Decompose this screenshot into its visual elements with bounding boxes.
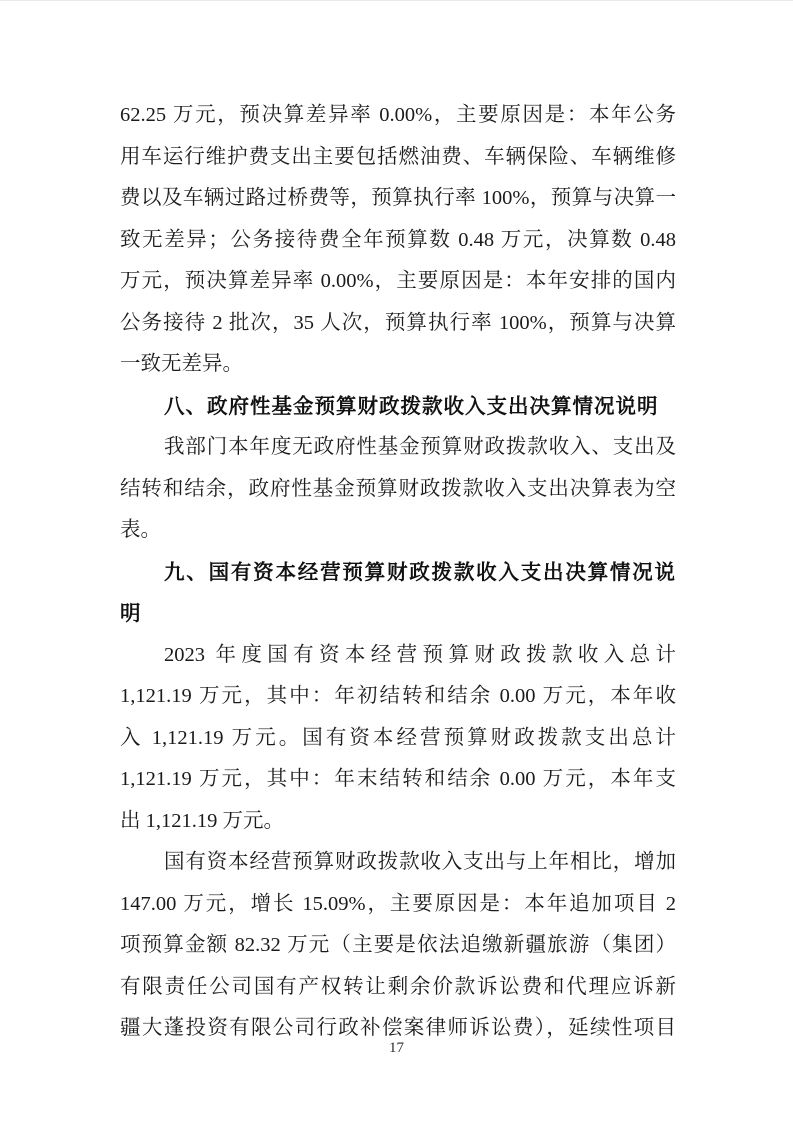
text-line: 有限责任公司国有产权转让剩余价款诉讼费和代理应诉新 bbox=[120, 975, 676, 998]
text-line: 出 1,121.19 万元。 bbox=[120, 809, 284, 832]
section-heading-8: 八、政府性基金预算财政拨款收入支出决算情况说明 bbox=[164, 394, 659, 418]
text-line: 147.00 万元，增长 15.09%，主要原因是：本年追加项目 2 bbox=[120, 892, 676, 915]
section-9 bbox=[120, 552, 676, 635]
text-line: 项预算金额 82.32 万元（主要是依法追缴新疆旅游（集团） bbox=[120, 934, 676, 956]
text-line: 费以及车辆过路过桥费等，预算执行率 100%，预算与决算一 bbox=[120, 187, 676, 209]
text-line: 一致无差异。 bbox=[120, 353, 243, 375]
text-line: 1,121.19 万元，其中：年初结转和结余 0.00 万元，本年收 bbox=[120, 685, 676, 707]
text-line: 表。 bbox=[120, 519, 161, 541]
text-line: 用车运行维护费支出主要包括燃油费、车辆保险、车辆维修 bbox=[120, 145, 676, 168]
text-line: 结转和结余，政府性基金预算财政拨款收入支出决算表为空 bbox=[120, 477, 676, 500]
text-line: 疆大蓬投资有限公司行政补偿案律师诉讼费），延续性项目 bbox=[120, 1017, 676, 1039]
text-line: 入 1,121.19 万元。国有资本经营预算财政拨款支出总计 bbox=[120, 726, 676, 749]
section-heading-9: 九、国有资本经营预算财政拨款收入支出决算情况说明 bbox=[120, 560, 676, 625]
document-content bbox=[120, 95, 676, 1050]
text-line: 致无差异；公务接待费全年预算数 0.48 万元，决算数 0.48 bbox=[120, 228, 676, 251]
section-8 bbox=[120, 386, 676, 428]
paragraph-state-capital-budget-totals bbox=[120, 635, 676, 843]
text-line: 我部门本年度无政府性基金预算财政拨款收入、支出及 bbox=[164, 436, 676, 458]
paragraph-vehicle-reception-expense bbox=[120, 95, 676, 386]
text-line: 万元，预决算差异率 0.00%，主要原因是：本年安排的国内 bbox=[120, 270, 676, 292]
document-page bbox=[0, 1, 793, 1122]
text-line: 2023 年度国有资本经营预算财政拨款收入总计 bbox=[164, 643, 676, 666]
text-line: 62.25 万元，预决算差异率 0.00%，主要原因是：本年公务 bbox=[120, 104, 676, 126]
page-number: 17 bbox=[389, 1040, 404, 1056]
text-line: 国有资本经营预算财政拨款收入支出与上年相比，增加 bbox=[164, 851, 676, 873]
text-line: 公务接待 2 批次，35 人次，预算执行率 100%，预算与决算 bbox=[120, 311, 676, 334]
paragraph-state-capital-yoy-comparison bbox=[120, 842, 676, 1050]
text-line: 1,121.19 万元，其中：年末结转和结余 0.00 万元，本年支 bbox=[120, 768, 676, 790]
paragraph-government-fund-budget bbox=[120, 427, 676, 552]
